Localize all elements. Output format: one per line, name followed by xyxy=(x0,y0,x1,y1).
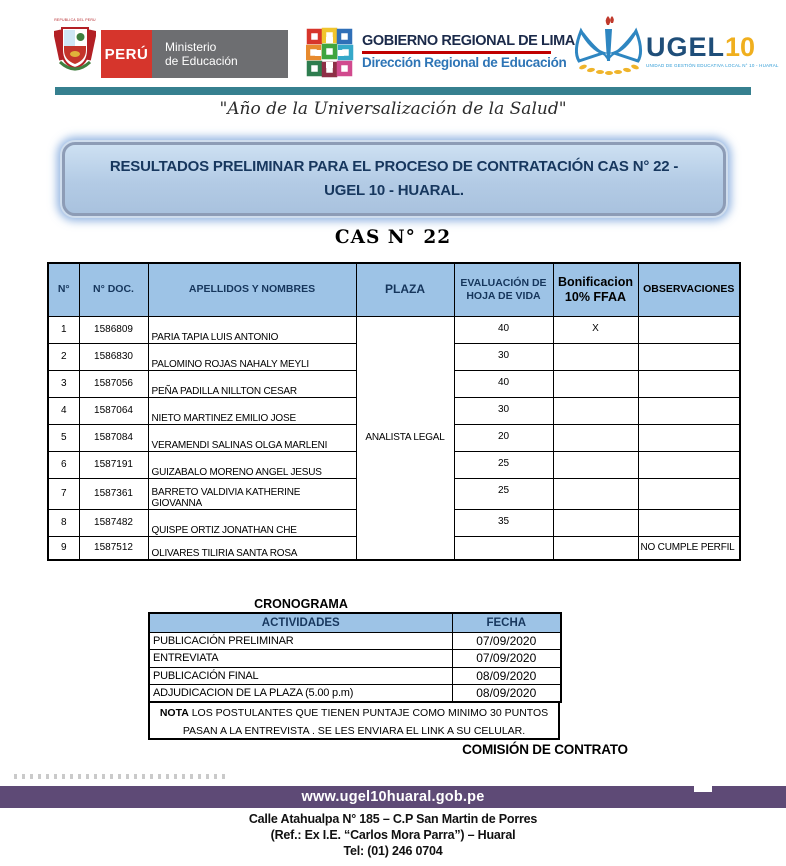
col-header-score: EVALUACIÓN DE HOJA DE VIDA xyxy=(454,263,553,316)
header-divider xyxy=(55,87,751,95)
cronograma-table xyxy=(148,612,562,703)
col-header-doc: N° DOC. xyxy=(79,263,148,316)
results-table xyxy=(47,262,741,561)
row-number: 3 xyxy=(48,370,79,397)
candidate-name: QUISPE ORTIZ JONATHAN CHE xyxy=(148,509,356,536)
bonus-cell xyxy=(553,509,638,536)
footer-url: www.ugel10huaral.gob.pe xyxy=(301,789,485,805)
nota-line2: PASAN A LA ENTREVISTA . SE LES ENVIARA EL LINK A SU CELULAR. xyxy=(182,725,526,737)
date-cell: 07/09/2020 xyxy=(452,632,561,650)
obs-cell xyxy=(638,316,740,343)
doc-number: 1587084 xyxy=(79,424,148,451)
score-cell: 35 xyxy=(454,509,553,536)
peru-coat-of-arms-icon xyxy=(54,16,96,84)
col-header-fecha: FECHA xyxy=(452,613,561,632)
candidate-name: PARIA TAPIA LUIS ANTONIO xyxy=(148,316,356,343)
candidate-name: VERAMENDI SALINAS OLGA MARLENI xyxy=(148,424,356,451)
cronograma-row xyxy=(149,632,561,650)
candidate-name: PEÑA PADILLA NILLTON CESAR xyxy=(148,370,356,397)
ministry-wordmark xyxy=(152,30,288,78)
cronograma-title: CRONOGRAMA xyxy=(254,597,348,611)
activity-cell: ADJUDICACION DE LA PLAZA (5.00 p.m) xyxy=(149,685,452,703)
gobierno-regional-title: GOBIERNO REGIONAL DE LIMA xyxy=(362,33,575,49)
doc-number: 1587361 xyxy=(79,478,148,509)
score-cell: 30 xyxy=(454,397,553,424)
bonus-cell xyxy=(553,478,638,509)
row-number: 6 xyxy=(48,451,79,478)
bonus-cell xyxy=(553,536,638,560)
scan-notch-artifact xyxy=(694,786,712,792)
address-line1: Calle Atahualpa N° 185 – C.P San Martin de Porres xyxy=(248,812,538,826)
direccion-regional-subtitle: Dirección Regional de Educación xyxy=(362,55,567,70)
bonus-cell: X xyxy=(553,316,638,343)
activity-cell: PUBLICACIÓN PRELIMINAR xyxy=(149,632,452,650)
plaza-cell: ANALISTA LEGAL xyxy=(356,316,454,560)
col-header-actividades: ACTIVIDADES xyxy=(149,613,452,632)
peru-label: PERÚ xyxy=(104,45,149,63)
candidate-name: GUIZABALO MORENO ANGEL JESUS xyxy=(148,451,356,478)
peru-wordmark xyxy=(101,30,152,78)
bonus-cell xyxy=(553,451,638,478)
cronograma-header-row xyxy=(149,613,561,632)
obs-cell: NO CUMPLE PERFIL xyxy=(638,536,740,560)
banner-line2: UGEL 10 - HUARAL. xyxy=(324,182,464,199)
activity-cell: PUBLICACIÓN FINAL xyxy=(149,667,452,685)
ugel-label: UGEL xyxy=(646,32,726,62)
bonus-cell xyxy=(553,343,638,370)
bonus-cell xyxy=(553,370,638,397)
ugel10-book-torch-icon xyxy=(571,9,646,83)
row-number: 5 xyxy=(48,424,79,451)
ugel-subtext: UNIDAD DE GESTIÓN EDUCATIVA LOCAL N° 10 - HUARAL xyxy=(646,63,779,68)
gobierno-regional-block xyxy=(362,33,575,70)
row-number: 8 xyxy=(48,509,79,536)
col-header-n: N° xyxy=(48,263,79,316)
score-cell: 20 xyxy=(454,424,553,451)
row-number: 4 xyxy=(48,397,79,424)
cronograma-row xyxy=(149,650,561,668)
banner-line1: RESULTADOS PRELIMINAR PARA EL PROCESO DE CONTRATACIÓN CAS N° 22 - xyxy=(109,158,679,175)
cronograma-row xyxy=(149,667,561,685)
score-cell: 25 xyxy=(454,451,553,478)
doc-number: 1587064 xyxy=(79,397,148,424)
footer-address xyxy=(0,811,786,859)
obs-cell xyxy=(638,343,740,370)
activity-cell: ENTREVIATA xyxy=(149,650,452,668)
ministry-line2: de Educación xyxy=(165,54,238,68)
score-cell: 30 xyxy=(454,343,553,370)
obs-cell xyxy=(638,397,740,424)
candidate-name: NIETO MARTINEZ EMILIO JOSE xyxy=(148,397,356,424)
doc-number: 1586830 xyxy=(79,343,148,370)
year-quote: "Año de la Universalización de la Salud" xyxy=(219,99,567,119)
date-cell: 08/09/2020 xyxy=(452,667,561,685)
cronograma-row xyxy=(149,685,561,703)
address-line2: (Ref.: Ex I.E. “Carlos Mora Parra”) – Huaral xyxy=(270,828,516,842)
candidate-name: BARRETO VALDIVIA KATHERINE GIOVANNA xyxy=(148,478,356,509)
results-banner xyxy=(62,142,726,216)
clipped-text-artifact xyxy=(14,774,226,779)
table-row xyxy=(48,316,740,343)
score-cell: 40 xyxy=(454,370,553,397)
score-cell: 25 xyxy=(454,478,553,509)
doc-number: 1587056 xyxy=(79,370,148,397)
comision-label: COMISIÓN DE CONTRATO xyxy=(462,742,628,757)
bonus-cell xyxy=(553,397,638,424)
cas-section-title: CAS N° 22 xyxy=(334,227,452,248)
obs-cell xyxy=(638,424,740,451)
ministry-line1: Ministerio xyxy=(165,40,217,54)
doc-number: 1587191 xyxy=(79,451,148,478)
candidate-name: OLIVARES TILIRIA SANTA ROSA xyxy=(148,536,356,560)
obs-cell xyxy=(638,451,740,478)
col-header-obs: OBSERVACIONES xyxy=(638,263,740,316)
obs-cell xyxy=(638,478,740,509)
ugel-number: 10 xyxy=(725,32,756,62)
results-header-row xyxy=(48,263,740,316)
red-underline xyxy=(362,51,551,54)
coat-arc-text: REPUBLICA DEL PERU xyxy=(54,18,96,22)
col-header-plaza: PLAZA xyxy=(356,263,454,316)
score-cell xyxy=(454,536,553,560)
nota-line1: LOS POSTULANTES QUE TIENEN PUNTAJE COMO MINIMO 30 PUNTOS xyxy=(188,707,549,719)
row-number: 9 xyxy=(48,536,79,560)
nota-box xyxy=(148,701,560,740)
nota-label: NOTA xyxy=(159,707,189,719)
footer-url-bar xyxy=(0,786,786,808)
row-number: 7 xyxy=(48,478,79,509)
footer-phone: Tel: (01) 246 0704 xyxy=(343,844,443,858)
doc-number: 1587512 xyxy=(79,536,148,560)
row-number: 1 xyxy=(48,316,79,343)
col-header-bonus: Bonificacion 10% FFAA xyxy=(553,263,638,316)
coat-of-arms-svg xyxy=(54,16,96,84)
doc-number: 1587482 xyxy=(79,509,148,536)
date-cell: 07/09/2020 xyxy=(452,650,561,668)
obs-cell xyxy=(638,509,740,536)
row-number: 2 xyxy=(48,343,79,370)
col-header-name: APELLIDOS Y NOMBRES xyxy=(148,263,356,316)
date-cell: 08/09/2020 xyxy=(452,685,561,703)
bonus-cell xyxy=(553,424,638,451)
score-cell: 40 xyxy=(454,316,553,343)
doc-number: 1586809 xyxy=(79,316,148,343)
candidate-name: PALOMINO ROJAS NAHALY MEYLI xyxy=(148,343,356,370)
ugel10-wordmark xyxy=(646,32,779,68)
gobierno-regional-lima-mosaic-icon xyxy=(306,27,354,79)
obs-cell xyxy=(638,370,740,397)
